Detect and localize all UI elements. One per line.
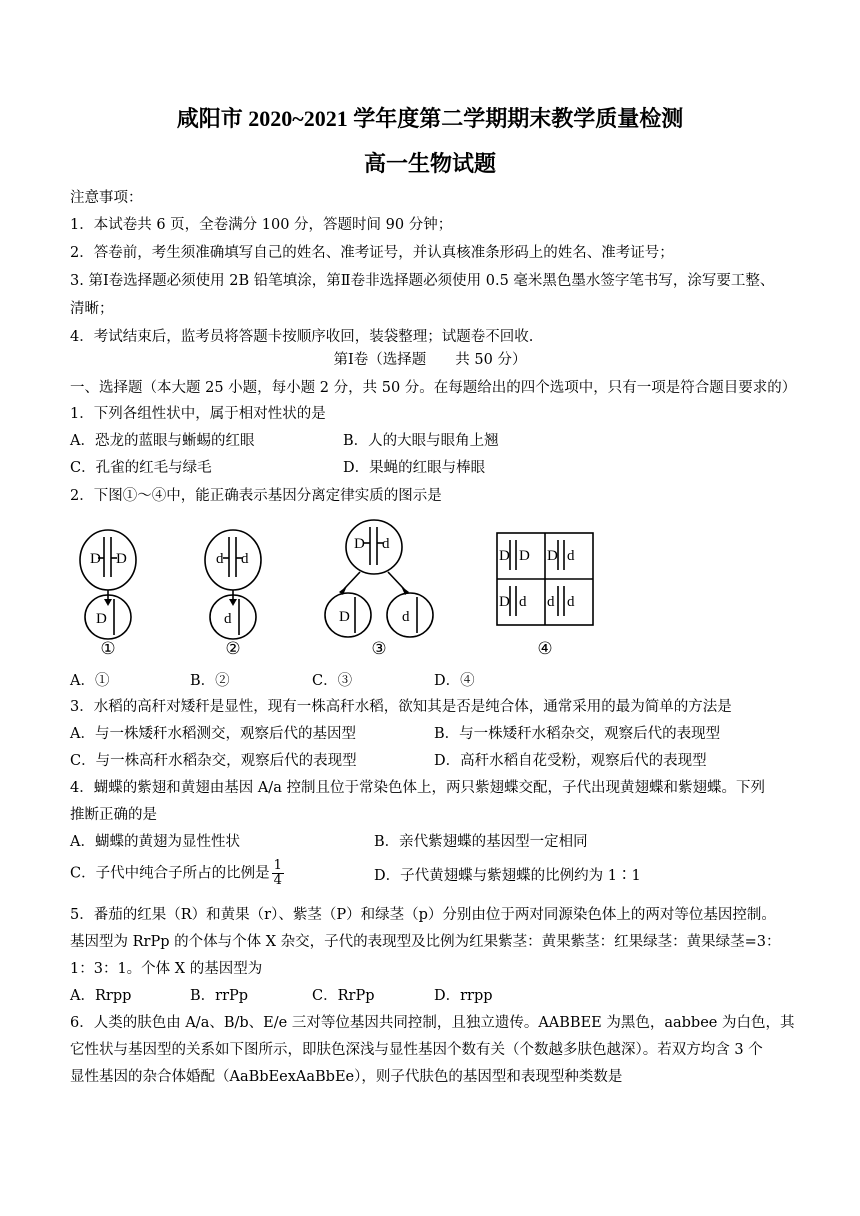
q4-option-a: A．蝴蝶的黄翅为显性性状 xyxy=(70,834,240,850)
diagram1-parent-cell xyxy=(80,530,136,590)
q5-option-c: C．RrPp xyxy=(312,988,375,1004)
q3-option-a: A．与一株矮秆水稻测交，观察后代的基因型 xyxy=(70,726,356,742)
q5-stem-cont: 1：3：1。个体 X 的基因型为 xyxy=(70,961,263,977)
q2-option-a: A．① xyxy=(70,673,110,689)
q2-option-b: B．② xyxy=(190,673,230,689)
diagram4-gene: d xyxy=(547,594,555,610)
diagram4-gene: D xyxy=(547,548,558,564)
q4-option-b: B．亲代紫翅蝶的基因型一定相同 xyxy=(374,834,588,850)
q6-stem-cont: 显性基因的杂合体婚配（AaBbEexAaBbEe），则子代肤色的基因型和表现型种类数是 xyxy=(70,1069,623,1085)
q5-stem: 5．番茄的红果（R）和黄果（r）、紫茎（P）和绿茎（p）分别由位于两对同源染色体上的两对等位基因控制。 xyxy=(70,907,776,923)
q4-option-c xyxy=(70,859,284,888)
q1-option-b: B．人的大眼与眼角上翘 xyxy=(343,433,499,449)
diagram2-gene-left: d xyxy=(216,551,224,567)
notice-item: 1．本试卷共 6 页，全卷满分 100 分，答题时间 90 分钟； xyxy=(70,217,453,233)
q4-stem-cont: 推断正确的是 xyxy=(70,807,157,823)
q5-stem-cont: 基因型为 RrPp 的个体与个体 X 杂交，子代的表现型及比例为红果紫茎：黄果紫茎：红果绿茎：黄果绿茎=3： xyxy=(70,934,781,950)
page-subtitle: 高一生物试题 xyxy=(363,151,496,176)
diagram1-gene-left: D xyxy=(90,551,101,567)
diagram2-label: ② xyxy=(225,639,241,659)
notice-item: 2．答卷前，考生须准确填写自己的姓名、准考证号，并认真核准条形码上的姓名、准考证号； xyxy=(70,245,674,261)
q4-option-d: D．子代黄翅蝶与紫翅蝶的比例约为 1∶1 xyxy=(374,868,641,884)
page-title: 咸阳市 2020~2021 学年度第二学期期末教学质量检测 xyxy=(176,106,684,131)
notice-item: 4．考试结束后，监考员将答题卡按顺序收回，装袋整理；试题卷不回收. xyxy=(70,329,534,345)
q5-option-a: A．Rrpp xyxy=(70,988,132,1004)
diagram4-gene: d xyxy=(519,594,527,610)
diagram1-label: ① xyxy=(100,639,116,659)
q4-option-c-text: C．子代中纯合子所占的比例是 xyxy=(70,865,270,882)
q4-stem: 4．蝴蝶的紫翅和黄翅由基因 A/a 控制且位于常染色体上，两只紫翅蝶交配，子代出现黄翅蝶和紫翅蝶。下列 xyxy=(70,780,765,796)
diagram4-gene: D xyxy=(499,594,510,610)
diagram1-gene-bottom: D xyxy=(96,611,107,627)
q3-stem: 3．水稻的高秆对矮秆是显性，现有一株高秆水稻，欲知其是否是纯合体，通常采用的最为简单的方法是 xyxy=(70,699,732,715)
diagram3-label: ③ xyxy=(371,639,387,659)
q1-option-a: A．恐龙的蓝眼与蜥蜴的红眼 xyxy=(70,433,255,449)
notice-heading: 注意事项： xyxy=(70,190,143,206)
diagram4-gene: d xyxy=(567,548,575,564)
fraction xyxy=(272,859,284,888)
q3-option-b: B．与一株矮秆水稻杂交，观察后代的表现型 xyxy=(434,726,721,742)
notice-item: 3. 第Ⅰ卷选择题必须使用 2B 铅笔填涂，第Ⅱ卷非选择题必须使用 0.5 毫米黑色墨水签字笔书写，涂写要工整、 xyxy=(70,273,775,289)
section-intro: 一、选择题（本大题 25 小题，每小题 2 分，共 50 分。在每题给出的四个选项中，只有一项是符合题目要求的） xyxy=(70,380,797,396)
diagram3-daughter-cell-right xyxy=(387,593,433,637)
fraction-numerator: 1 xyxy=(273,858,282,873)
diagram2-parent-cell xyxy=(205,530,261,590)
diagram4-gene: d xyxy=(567,594,575,610)
diagram3-gene-left: D xyxy=(354,536,365,552)
q1-option-c: C．孔雀的红毛与绿毛 xyxy=(70,460,212,476)
q2-option-d: D．④ xyxy=(434,673,475,689)
q1-option-d: D．果蝇的红眼与棒眼 xyxy=(343,460,486,476)
diagram2-gene-bottom: d xyxy=(224,611,232,627)
diagram4-label: ④ xyxy=(537,639,553,659)
q2-stem: 2．下图①～④中，能正确表示基因分离定律实质的图示是 xyxy=(70,488,442,504)
diagram1-gene-right: D xyxy=(116,551,127,567)
diagram4-gene: D xyxy=(519,548,530,564)
part1-heading: 第Ⅰ卷（选择题 共 50 分） xyxy=(333,352,527,368)
q2-figure xyxy=(68,515,608,660)
notice-item: 清晰； xyxy=(70,301,114,317)
diagram3-gene-bottom-right: d xyxy=(402,609,410,625)
q3-option-c: C．与一株高秆水稻杂交，观察后代的表现型 xyxy=(70,753,357,769)
q5-option-b: B．rrPp xyxy=(190,988,249,1004)
q1-stem: 1．下列各组性状中，属于相对性状的是 xyxy=(70,406,326,422)
diagram3-gene-bottom-left: D xyxy=(339,609,350,625)
q2-option-c: C．③ xyxy=(312,673,353,689)
diagram4-gene: D xyxy=(499,548,510,564)
q6-stem: 6．人类的肤色由 A/a、B/b、E/e 三对等位基因共同控制，且独立遗传。AABBEE 为黑色，aabbee 为白色，其 xyxy=(70,1015,795,1031)
q5-option-d: D．rrpp xyxy=(434,988,493,1004)
q6-stem-cont: 它性状与基因型的关系如下图所示，即肤色深浅与显性基因个数有关（个数越多肤色越深）。若双方均含 3 个 xyxy=(70,1042,763,1058)
diagram3-gene-right: d xyxy=(382,536,390,552)
fraction-denominator: 4 xyxy=(273,873,282,888)
q3-option-d: D．高秆水稻自花受粉，观察后代的表现型 xyxy=(434,753,707,769)
diagram2-gene-right: d xyxy=(241,551,249,567)
